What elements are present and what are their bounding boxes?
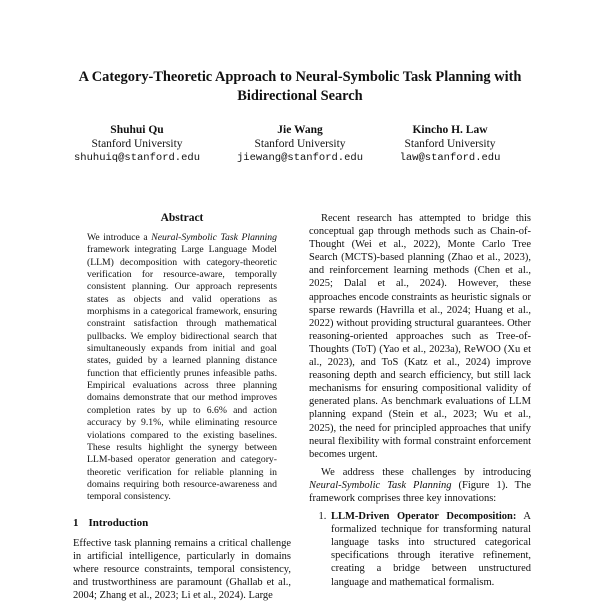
- author-email: shuhuiq@stanford.edu: [73, 152, 201, 164]
- right-paragraph-1: Recent research has attempted to bridge this conceptual gap through methods such as Chain-of-Thought (Wei et al., 2022), Monte Carlo Tree Search (MCTS)-based planning (Zhao et al., 2023), and reinforcement learning methods (Chen et al., 2025; Dalal et al., 2024). However, these approaches encode constraints as heuristic signals or sparse rewards (Havrilla et al., 2024; Huang et al., 2022) without providing structural guarantees. Other reasoning-oriented approaches such as Tree-of-Thoughts (ToT) (Yao et al., 2023a), ReWOO (Xu et al., 2023), and ToS (Katz et al., 2024) improve reasoning depth and search efficiency, but still lack mechanisms for ensuring compositional validity of generated plans. As benchmark evaluations of LLM planning expand (Stein et al., 2023; Wu et al., 2025), the need for principled approaches that unify neural flexibility with formal constraint enforcement becomes urgent.: [309, 213, 531, 460]
- paper-title: A Category-Theoretic Approach to Neural-Symbolic Task Planning with Bidirectional Search: [78, 69, 522, 104]
- abstract-text-post: framework integrating Large Language Model (LLM) decomposition with category-theoretic verification for resource-aware, temporally consistent planning. Our approach represents states as objects and valid operations as morphisms in a categorical framework, ensuring constraint satisfaction through mathematical pullbacks. We employ bidirectional search that simultaneously expands from initial and goal states, guided by a learned planning distance function that efficiently prunes infeasible paths. Empirical evaluations across three planning domains demonstrate that our method improves completion rates by up to 6.6% and action accuracy by 9.1%, while eliminating resource violations compared to the existing baselines. These results highlight the synergy between LLM-based operator generation and category-theoretic verification for reliable planning in domains requiring both resource-awareness and temporal consistency.: [87, 244, 277, 503]
- author-name: Jie Wang: [277, 124, 323, 136]
- left-column: [73, 212, 291, 602]
- list-item-title: LLM-Driven Operator Decomposition:: [331, 511, 517, 523]
- abstract-text-pre: We introduce a: [87, 232, 152, 243]
- list-item-text: A formalized technique for transforming natural language tasks into structured categorical specifications through iterative refinement, creating a bridge between unstructured language and mathematical formalism.: [331, 511, 531, 588]
- author-affiliation: Stanford University: [254, 138, 346, 150]
- list-item: [329, 510, 531, 589]
- author-1: [47, 123, 227, 165]
- right-column: [309, 212, 531, 589]
- p2-text-emph: Neural-Symbolic Task Planning: [309, 479, 452, 491]
- p2-text-post: (Figure 1). The framework comprises three key innovations:: [309, 479, 531, 504]
- author-name: Shuhui Qu: [110, 124, 164, 136]
- section-number: 1: [73, 516, 79, 529]
- author-name: Kincho H. Law: [412, 124, 488, 136]
- author-3: [360, 123, 540, 165]
- author-affiliation: Stanford University: [91, 138, 183, 150]
- right-paragraph-2: [309, 466, 531, 505]
- abstract-heading: Abstract: [160, 212, 204, 224]
- author-affiliation: Stanford University: [404, 138, 496, 150]
- author-email: jiewang@stanford.edu: [236, 152, 364, 164]
- abstract-section: [73, 212, 291, 504]
- p2-text-pre: We address these challenges by introducing: [321, 466, 531, 478]
- innovations-list: [309, 510, 531, 589]
- intro-paragraph: Effective task planning remains a critical challenge in artificial intelligence, particularly in domains where resource constraints, temporal consistency, and trustworthiness are paramount (Ghallab et al., 2004; Zhang et al., 2023; Li et al., 2024). Large: [73, 537, 291, 601]
- intro-heading: [73, 517, 291, 529]
- section-title: Introduction: [88, 516, 149, 529]
- author-email: law@stanford.edu: [399, 152, 501, 164]
- abstract-text: [73, 232, 291, 504]
- abstract-text-emph: Neural-Symbolic Task Planning: [151, 232, 277, 243]
